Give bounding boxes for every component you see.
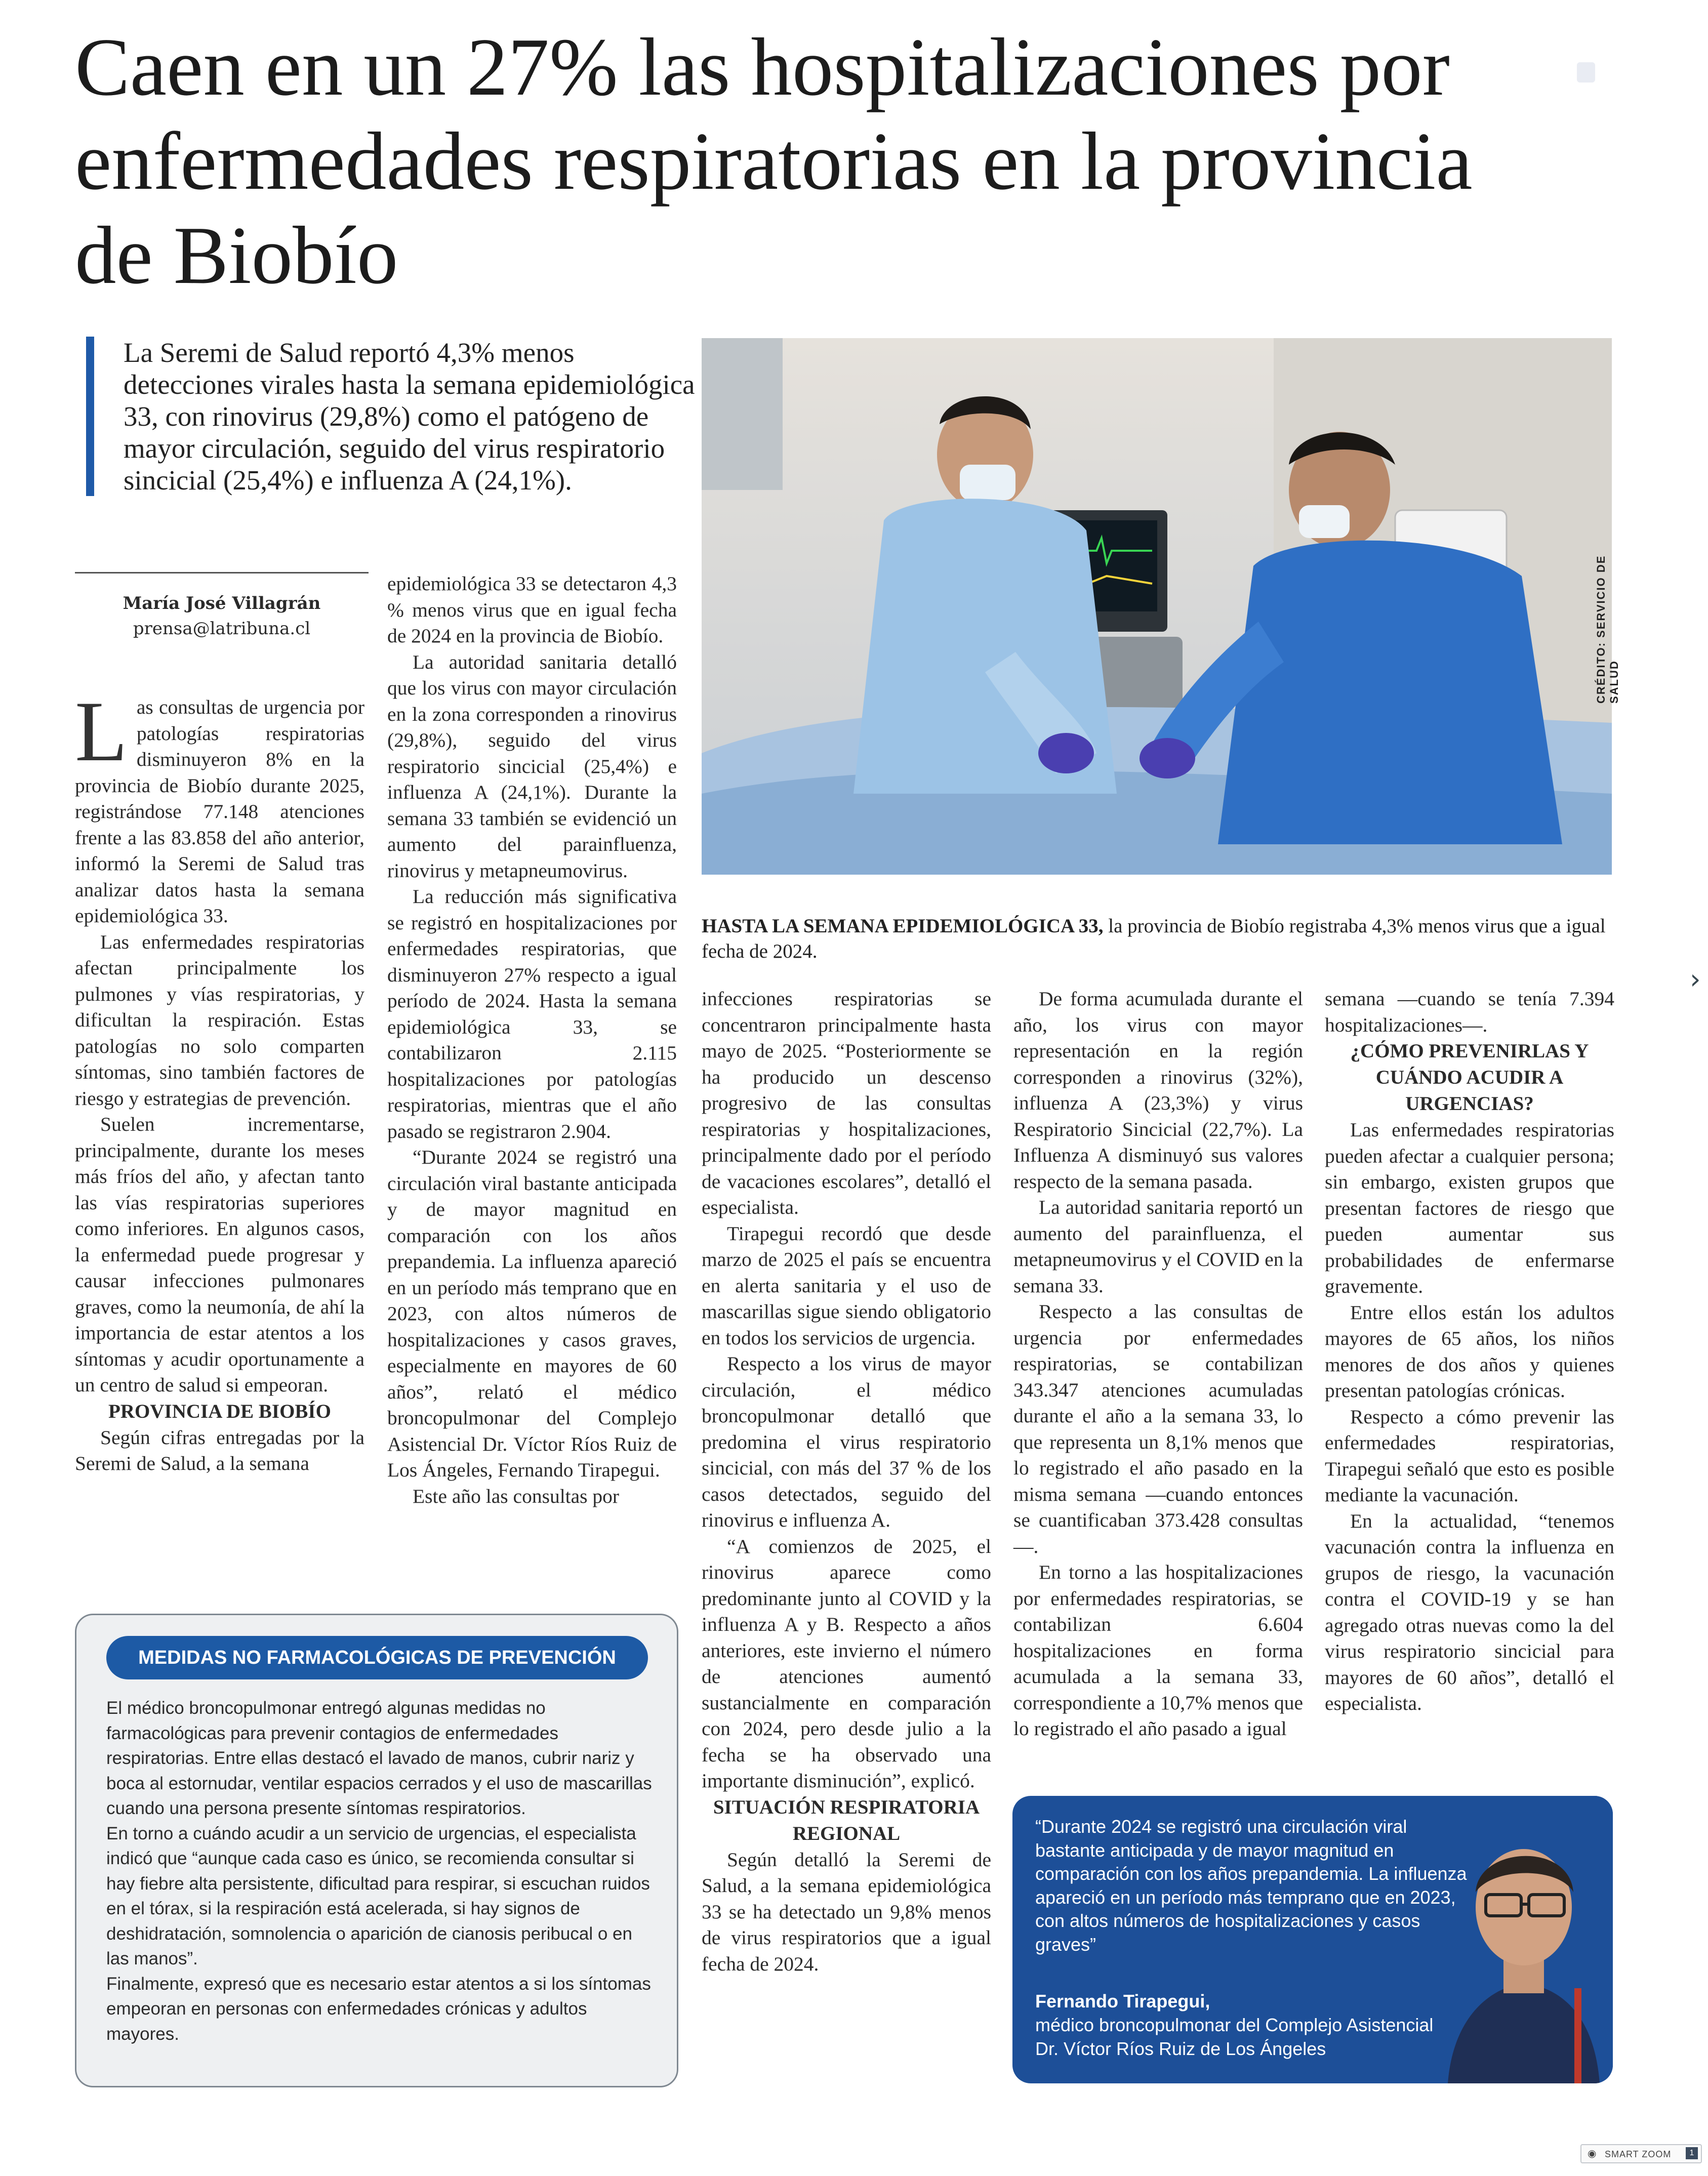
paragraph: En torno a cuándo acudir a un servicio de urgencias, el especialista indicó que “aunque cada caso es único, se recomienda consultar si hay fiebre alta persistente, dificultad para respirar, si escuchan ruidos en el tórax, si la respiración está acelerada, si hay signos de deshidratación, somnolencia o aparición de cianosis peribucal o en las manos”. [106,1823,650,1968]
page-number: 1 [1686,2147,1698,2159]
paragraph: epidemiológica 33 se detectaron 4,3 % menos virus que en igual fecha de 2024 en la provincia de Biobío. [387,572,677,647]
column-3 [702,986,991,1977]
paragraph: Según cifras entregadas por la Seremi de Salud, a la semana [75,1426,364,1474]
paragraph: semana —cuando se tenía 7.394 hospitalizaciones—. [1325,988,1614,1036]
subhead: ¿CÓMO PREVENIRLAS Y CUÁNDO ACUDIR A URGENCIAS? [1350,1040,1589,1115]
paragraph: La reducción más significativa se registró en hospitalizaciones por enfermedades respiratorias, que disminuyeron 27% respecto a igual período de 2024. Hasta la semana epidemiológica 33, se contabilizaron 2.115 hospitalizaciones por patologías respiratorias, mientras que el año pasado se registraron 2.904. [387,885,677,1142]
byline [75,572,369,641]
paragraph: Tirapegui recordó que desde marzo de 2025 el país se encuentra en alerta sanitaria y el uso de mascarillas sigue siendo obligatorio en todos los servicios de urgencia. [702,1222,991,1349]
paragraph: Según detalló la Seremi de Salud, a la semana epidemiológica 33 se ha detectado un 9,8% menos de virus respiratorios que a igual fecha de 2024. [702,1848,991,1975]
subhead: PROVINCIA DE BIOBÍO [108,1400,331,1422]
paragraph: “A comienzos de 2025, el rinovirus aparece como predominante junto al COVID y la influenza A y B. Respecto a años anteriores, este invierno el número de atenciones aumentó sustancialmente en comparación con 2024, pero desde julio a la fecha se ha observado una importante disminución”, explicó. [702,1535,991,1792]
paragraph: En la actualidad, “tenemos vacunación contra la influenza en grupos de riesgo, la vacunación contra el COVID-19 y se han agregado otras nuevas como la del virus respiratorio sincicial para mayores de 60 años”, detalló el especialista. [1325,1509,1614,1714]
paragraph: Respecto a los virus de mayor circulación, el médico broncopulmonar detalló que predomina el virus respiratorio sincicial, con más del 37 % de los casos detectados, seguido del rinovirus e influenza A. [702,1352,991,1531]
caption-lead: HASTA LA SEMANA EPIDEMIOLÓGICA 33, [702,915,1104,937]
author-name: María José Villagrán [123,593,321,613]
prevention-box-title: MEDIDAS NO FARMACOLÓGICAS DE PREVENCIÓN [106,1636,648,1679]
column-5 [1325,986,1614,1717]
paragraph: La autoridad sanitaria detalló que los virus con mayor circulación en la zona corresponden a rinovirus (29,8%), seguido del virus respiratorio sincicial (25,4%) e influenza A (24,1%). Durante la semana 33 también se evidenció un aumento del parainfluenza, rinovirus y metapneumovirus. [387,650,677,882]
eye-icon: ◉ [1588,2148,1597,2159]
hospital-photo [702,338,1612,875]
column-4 [1013,986,1303,1742]
paragraph: “Durante 2024 se registró una circulación viral bastante anticipada y de mayor magnitud en comparación con los años prepandemia. La influenza apareció en un período más temprano que en 2023, con altos números de hospitalizaciones y casos graves, especialmente en mayores de 60 años”, relató el médico broncopulmonar del Complejo Asistencial Dr. Víctor Ríos Ruiz de Los Ángeles, Fernando Tirapegui. [387,1146,677,1481]
paragraph: Respecto a cómo prevenir las enfermedades respiratorias, Tirapegui señaló que esto es posible mediante la vacunación. [1325,1405,1614,1506]
column-1 [75,684,364,1477]
paragraph: Las consultas de urgencia por patologías respiratorias disminuyeron 8% en la provincia de Biobío durante 2025, registrándose 77.148 atenciones frente a las 83.858 del año anterior, informó la Seremi de Salud tras analizar datos hasta la semana epidemiológica 33. [75,684,364,927]
paragraph: El médico broncopulmonar entregó algunas medidas no farmacológicas para prevenir contagios de enfermedades respiratorias. Entre ellas destacó el lavado de manos, cubrir nariz y boca al estornudar, ventilar espacios cerrados y el uso de mascarillas cuando una persona presente síntomas respiratorios. [106,1698,652,1818]
photo-illustration [702,338,1612,875]
paragraph: Las enfermedades respiratorias pueden afectar a cualquier persona; sin embargo, existen grupos que presentan factores de riesgo que pueden aumentar sus probabilidades de enfermarse gravemente. [1325,1119,1614,1297]
pull-quote-text: “Durante 2024 se registró una circulación viral bastante anticipada y de mayor magnitud en comparación con los años prepandemia. La influenza apareció en un período más temprano que en 2023, con altos números de hospitalizaciones y casos graves” [1035,1816,1467,1955]
author-email: prensa@latribuna.cl [133,619,311,639]
deck: La Seremi de Salud reportó 4,3% menos detecciones virales hasta la semana epidemiológica 33, con rinovirus (29,8%) como el patógeno de mayor circulación, seguido del virus respiratorio sincicial (25,4%) e influenza A (24,1%). [86,337,696,496]
paragraph: Entre ellos están los adultos mayores de 65 años, los niños menores de dos años y quienes presentan patologías crónicas. [1325,1301,1614,1402]
smart-zoom-button[interactable] [1580,2144,1702,2163]
dropcap: L [75,684,128,779]
paragraph: Finalmente, expresó que es necesario estar atentos a si los síntomas empeoran en personas con enfermedades crónicas y adultos mayores. [106,1974,651,2044]
paragraph: De forma acumulada durante el año, los virus con mayor representación en la región corresponden a rinovirus (32%), influenza A (23,3%) y virus Respiratorio Sincicial (22,7%). La Influenza A disminuyó sus valores respecto de la semana pasada. [1013,988,1303,1193]
paragraph: Respecto a las consultas de urgencia por enfermedades respiratorias, se contabilizan 343.347 atenciones acumuladas durante el año a la semana 33, lo que representa un 8,1% menos que lo registrado el año pasado en la misma semana —cuando entonces se cuantificaban 373.428 consultas—. [1013,1300,1303,1557]
photo-credit: CRÉDITO: SERVICIO DE SALUD [1595,555,1620,704]
quote-author-institution: Dr. Víctor Ríos Ruiz de Los Ángeles [1035,2038,1326,2059]
caption-text: la provincia de Biobío registraba 4,3% menos virus que a igual fecha de 2024. [702,915,1606,962]
paragraph: Suelen incrementarse, principalmente, durante los meses más fríos del año, y afectan tanto las vías respiratorias superiores como inferiores. En algunos casos, la enfermedad puede progresar y causar infecciones pulmonares graves, como la neumonía, de ahí la importancia de estar atentos a los síntomas y acudir oportunamente a un centro de salud si empeoran. [75,1113,364,1396]
note-icon[interactable] [1577,62,1595,83]
paragraph: La autoridad sanitaria reportó un aumento del parainfluenza, el metapneumovirus y el COVID en la semana 33. [1013,1196,1303,1297]
prevention-box-body [106,1696,653,2046]
paragraph: En torno a las hospitalizaciones por enfermedades respiratorias, se contabilizan 6.604 hospitalizaciones en forma acumulada a la semana 33, correspondiente a 10,7% menos que lo registrado el año pasado a igual [1013,1561,1303,1740]
quote-author-name: Fernando Tirapegui, [1035,1991,1210,2011]
subhead: SITUACIÓN RESPIRATORIA REGIONAL [713,1796,980,1844]
photo-caption [702,914,1613,964]
paragraph: infecciones respiratorias se concentraron principalmente hasta mayo de 2025. “Posteriormente se ha producido un descenso progresivo de las consultas respiratorias y hospitalizaciones, principalmente dado por el período de vacaciones escolares”, detalló el especialista. [702,988,991,1218]
paragraph: Las enfermedades respiratorias afectan principalmente los pulmones y vías respiratorias, y dificultan la respiración. Estas patologías no solo comparten síntomas, sino también factores de riesgo y estrategias de prevención. [75,930,364,1110]
pull-quote-attribution [1035,1989,1491,2061]
headline: Caen en un 27% las hospitalizaciones por enfermedades respiratorias en la provincia de Biobío [75,22,1473,301]
quote-author-role: médico broncopulmonar del Complejo Asistencial [1035,2015,1434,2035]
smart-zoom-label: SMART ZOOM [1605,2149,1672,2159]
column-2 [387,571,677,1509]
chevron-right-icon[interactable]: › [1690,963,1701,995]
paragraph: Este año las consultas por [413,1485,620,1507]
